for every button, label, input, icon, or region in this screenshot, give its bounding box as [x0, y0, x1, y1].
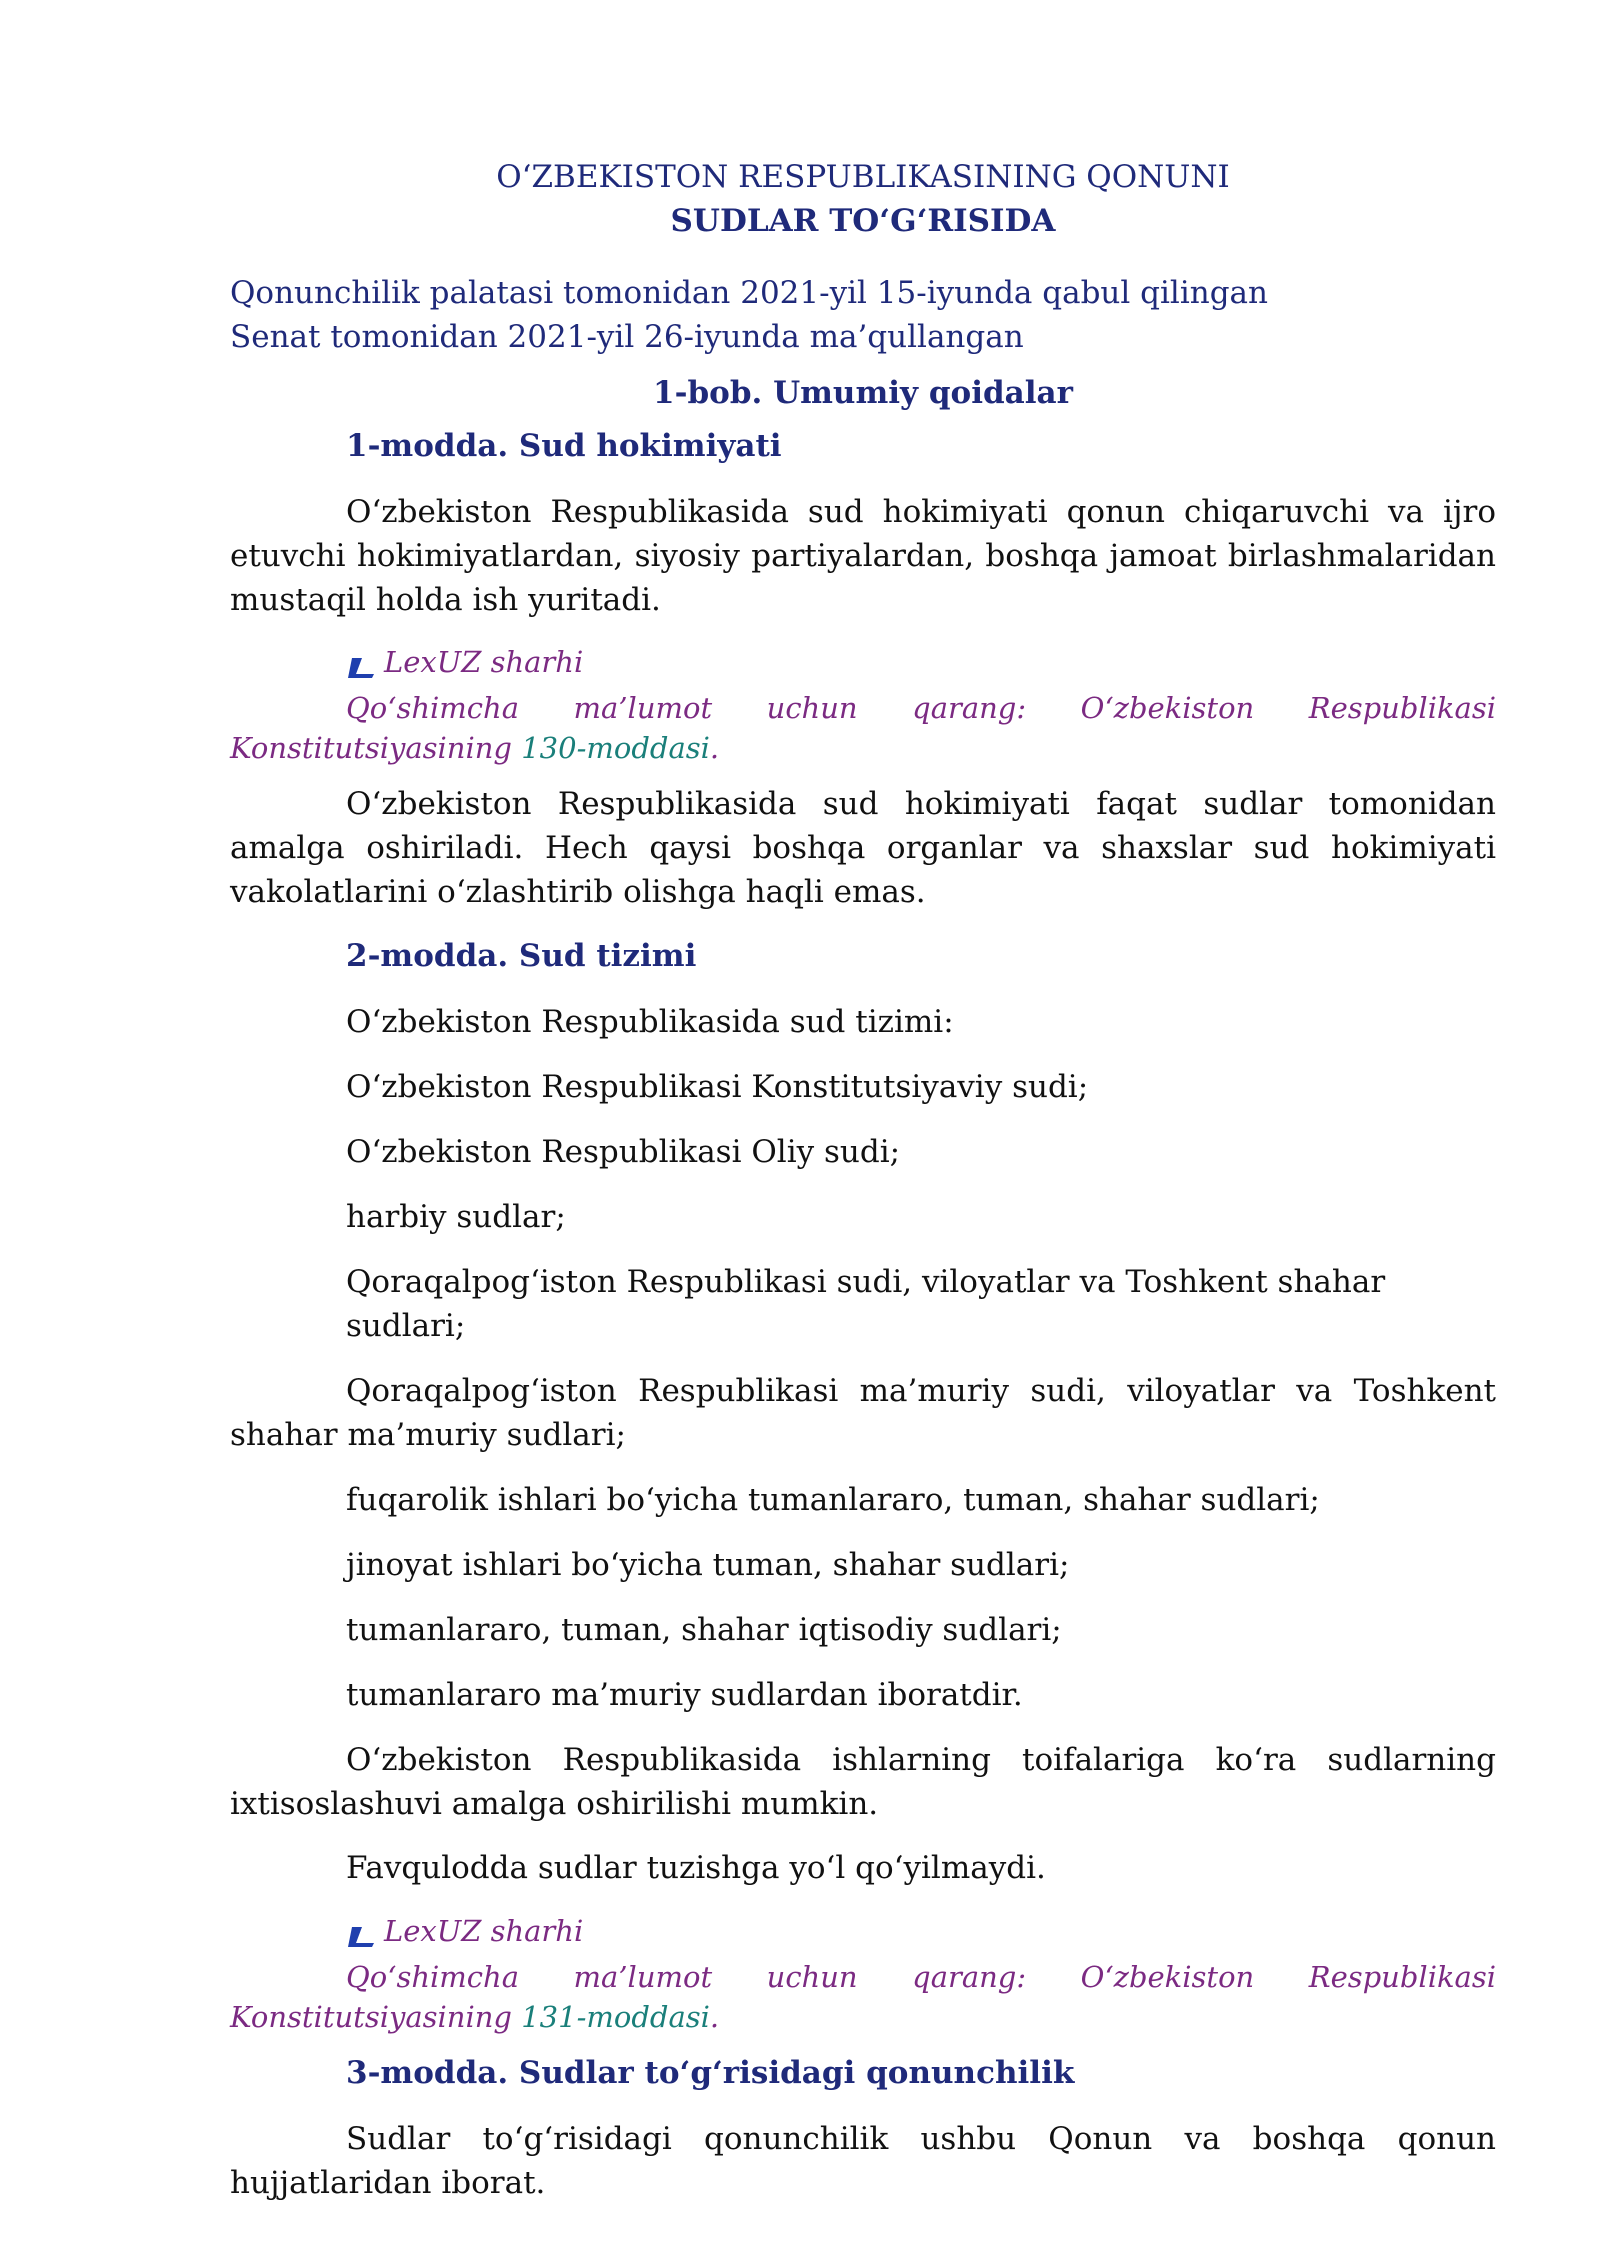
- commentary-label: LexUZ sharhi: [384, 1914, 584, 1948]
- court-list-item: Qoraqalpog‘iston Respublikasi sudi, viloyatlar va Toshkent shahar sudlari;: [346, 1264, 1386, 1344]
- law-type: O‘ZBEKISTON RESPUBLIKASINING QONUNI: [496, 159, 1230, 195]
- law-title: SUDLAR TO‘G‘RISIDA: [670, 203, 1056, 239]
- chapter-title: 1-bob. Umumiy qoidalar: [653, 375, 1073, 411]
- court-list-item: O‘zbekiston Respublikasi Oliy sudi;: [346, 1134, 901, 1170]
- court-list-item: O‘zbekiston Respublikasi Konstitutsiyaviy sudi;: [346, 1069, 1089, 1105]
- constitution-article-link[interactable]: 131-moddasi: [521, 2000, 710, 2034]
- article-2-extraordinary: Favqulodda sudlar tuzishga yo‘l qo‘yilmaydi.: [346, 1850, 1046, 1886]
- reference-text: Qo‘shimcha ma’lumot uchun qarang: O‘zbekiston Respublikasi Konstitutsiyasining: [230, 691, 1496, 765]
- lexuz-sharh-icon: [346, 650, 378, 674]
- article-2-reference-note: [230, 1957, 1496, 2037]
- article-1-reference-note: [230, 688, 1496, 768]
- article-1-paragraph-2: O‘zbekiston Respublikasida sud hokimiyati faqat sudlar tomonidan amalga oshiriladi. Hech qaysi boshqa organlar va shaxslar sud hokimiyati vakolatlarini o‘zlashtirib olishga haqli emas.: [230, 786, 1496, 910]
- court-list-item: fuqarolik ishlari bo‘yicha tumanlararo, tuman, shahar sudlari;: [346, 1482, 1320, 1518]
- document-page: [230, 155, 1496, 2225]
- article-2-title: 2-modda. Sud tizimi: [346, 938, 697, 974]
- article-1-paragraph-1: O‘zbekiston Respublikasida sud hokimiyati qonun chiqaruvchi va ijro etuvchi hokimiyatlardan, siyosiy partiyalardan, boshqa jamoat birlashmalaridan mustaqil holda ish yuritadi.: [230, 494, 1496, 618]
- article-2-specialization: O‘zbekiston Respublikasida ishlarning toifalariga ko‘ra sudlarning ixtisoslashuvi amalga oshirilishi mumkin.: [230, 1742, 1496, 1822]
- court-list-item: Qoraqalpog‘iston Respublikasi ma’muriy sudi, viloyatlar va Toshkent shahar ma’muriy sudlari;: [230, 1373, 1496, 1453]
- court-list-item: jinoyat ishlari bo‘yicha tuman, shahar sudlari;: [346, 1547, 1070, 1583]
- article-2-intro: O‘zbekiston Respublikasida sud tizimi:: [346, 1004, 954, 1040]
- lexuz-sharh-icon: [346, 1919, 378, 1943]
- article-1-title: 1-modda. Sud hokimiyati: [346, 428, 782, 464]
- reference-end: .: [709, 731, 720, 765]
- article-3-paragraph-1: Sudlar to‘g‘risidagi qonunchilik ushbu Qonun va boshqa qonun hujjatlaridan iborat.: [230, 2121, 1496, 2201]
- court-list-item: tumanlararo, tuman, shahar iqtisodiy sudlari;: [346, 1612, 1062, 1648]
- lexuz-commentary-link[interactable]: [230, 642, 1496, 682]
- constitution-article-link[interactable]: 130-moddasi: [521, 731, 710, 765]
- article-3-title: 3-modda. Sudlar to‘g‘risidagi qonunchilik: [346, 2055, 1075, 2091]
- adoption-note: Qonunchilik palatasi tomonidan 2021-yil 15-iyunda qabul qilingan: [230, 275, 1269, 311]
- lexuz-commentary-link[interactable]: [230, 1911, 1496, 1951]
- reference-text: Qo‘shimcha ma’lumot uchun qarang: O‘zbekiston Respublikasi Konstitutsiyasining: [230, 1960, 1496, 2034]
- court-list-item: harbiy sudlar;: [346, 1199, 566, 1235]
- commentary-label: LexUZ sharhi: [384, 645, 584, 679]
- approval-note: Senat tomonidan 2021-yil 26-iyunda ma’qullangan: [230, 319, 1024, 355]
- court-list-item: tumanlararo ma’muriy sudlardan iboratdir.: [346, 1677, 1023, 1713]
- reference-end: .: [709, 2000, 720, 2034]
